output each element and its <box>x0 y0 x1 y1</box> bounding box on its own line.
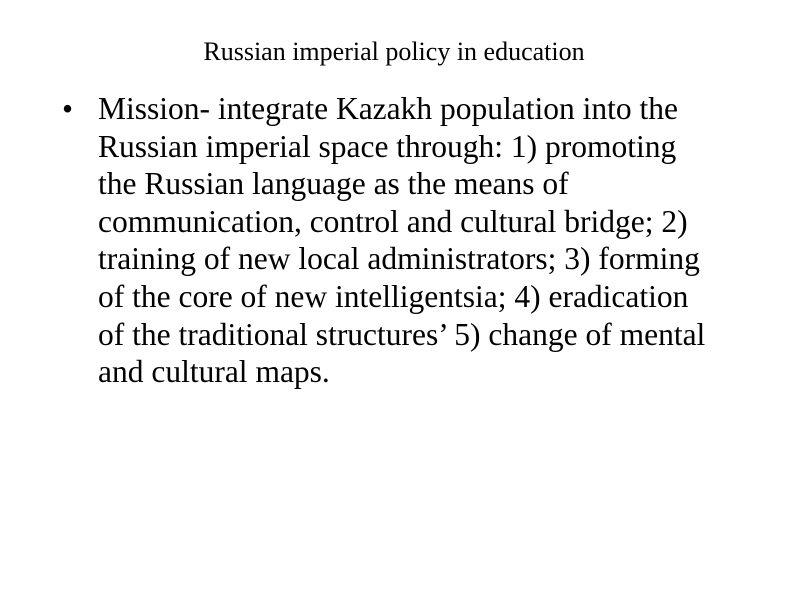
bullet-item <box>58 90 718 391</box>
bullet-text: Mission- integrate Kazakh population into the Russian imperial space through: 1) promoting the Russian language as the means of communication, control and cultural bridge; 2) training of new local administrators; 3) forming of the core of new intelligentsia; 4) eradication of the traditional structures’ 5) change of mental and cultural maps. <box>98 91 706 390</box>
bullet-marker: • <box>62 91 74 126</box>
bullet-list <box>58 90 718 391</box>
slide-title: Russian imperial policy in education <box>203 37 585 66</box>
